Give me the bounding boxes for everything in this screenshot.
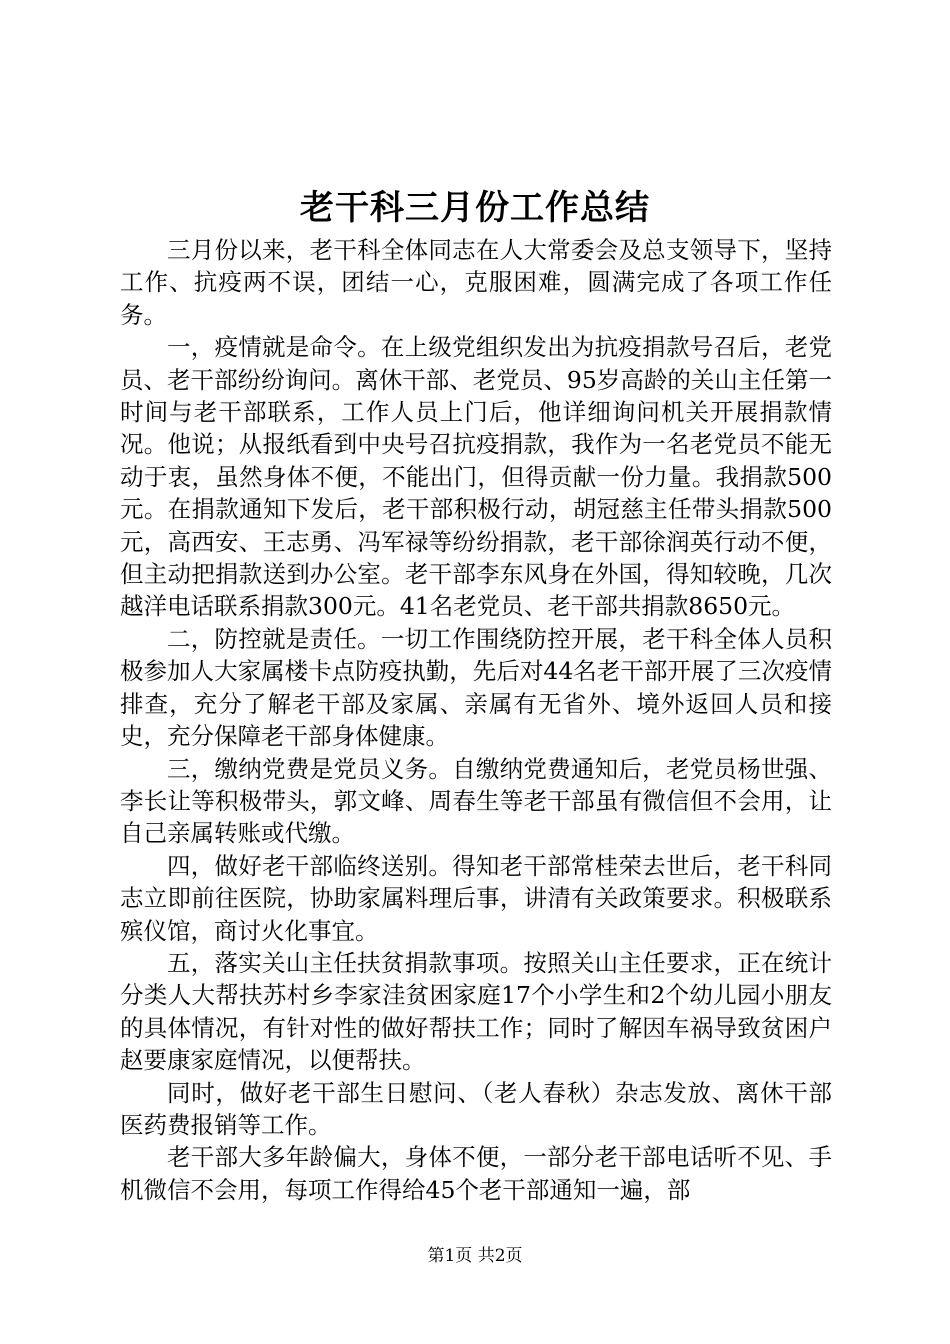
paragraph-prevention: 二，防控就是责任。一切工作围绕防控开展，老干科全体人员积极参加人大家属楼卡点防疫执勤，先后对44名老干部开展了三次疫情排查，充分了解老干部及家属、亲属有无省外、境外返回人员和接史，充分保障老干部身体健康。 [120,624,832,751]
page-number-footer: 第1页 共2页 [427,1246,523,1266]
document-title: 老干科三月份工作总结 [300,188,650,228]
paragraph-poverty-aid: 五，落实关山主任扶贫捐款事项。按照关山主任要求，正在统计分类人大帮扶苏村乡李家洼贫困家庭17个小学生和2个幼儿园小朋友的具体情况，有针对性的做好帮扶工作；同时了解因车祸导致贫困户赵要康家庭情况，以便帮扶。 [120,948,832,1075]
paragraph-donation: 一，疫情就是命令。在上级党组织发出为抗疫捐款号召后，老党员、老干部纷纷询问。离休干部、老党员、95岁高龄的关山主任第一时间与老干部联系，工作人员上门后，他详细询问机关开展捐款情况。他说；从报纸看到中央号召抗疫捐款，我作为一名老党员不能无动于衷，虽然身体不便，不能出门，但得贡献一份力量。我捐款500元。在捐款通知下发后，老干部积极行动，胡冠慈主任带头捐款500元，高西安、王志勇、冯军禄等纷纷捐款，老干部徐润英行动不便，但主动把捐款送到办公室。老干部李东风身在外国，得知较晚，几次越洋电话联系捐款300元。41名老党员、老干部共捐款8650元。 [120,333,832,621]
paragraph-elderly-notice: 老干部大多年龄偏大，身体不便，一部分老干部电话听不见、手机微信不会用，每项工作得给45个老干部通知一遍，部 [120,1143,832,1204]
paragraph-party-dues: 三，缴纳党费是党员义务。自缴纳党费通知后，老党员杨世强、李长让等积极带头，郭文峰、周春生等老干部虽有微信但不会用，让自己亲属转账或代缴。 [120,754,832,848]
paragraph-other-work: 同时，做好老干部生日慰问、（老人春秋）杂志发放、离休干部医药费报销等工作。 [120,1078,832,1139]
paragraph-farewell: 四，做好老干部临终送别。得知老干部常桂荣去世后，老干科同志立即前往医院，协助家属料理后事，讲清有关政策要求。积极联系殡仪馆，商讨火化事宜。 [120,851,832,945]
paragraph-intro: 三月份以来，老干科全体同志在人大常委会及总支领导下，坚持工作、抗疫两不误，团结一心，克服困难，圆满完成了各项工作任务。 [120,236,832,329]
document-body [120,234,832,1206]
